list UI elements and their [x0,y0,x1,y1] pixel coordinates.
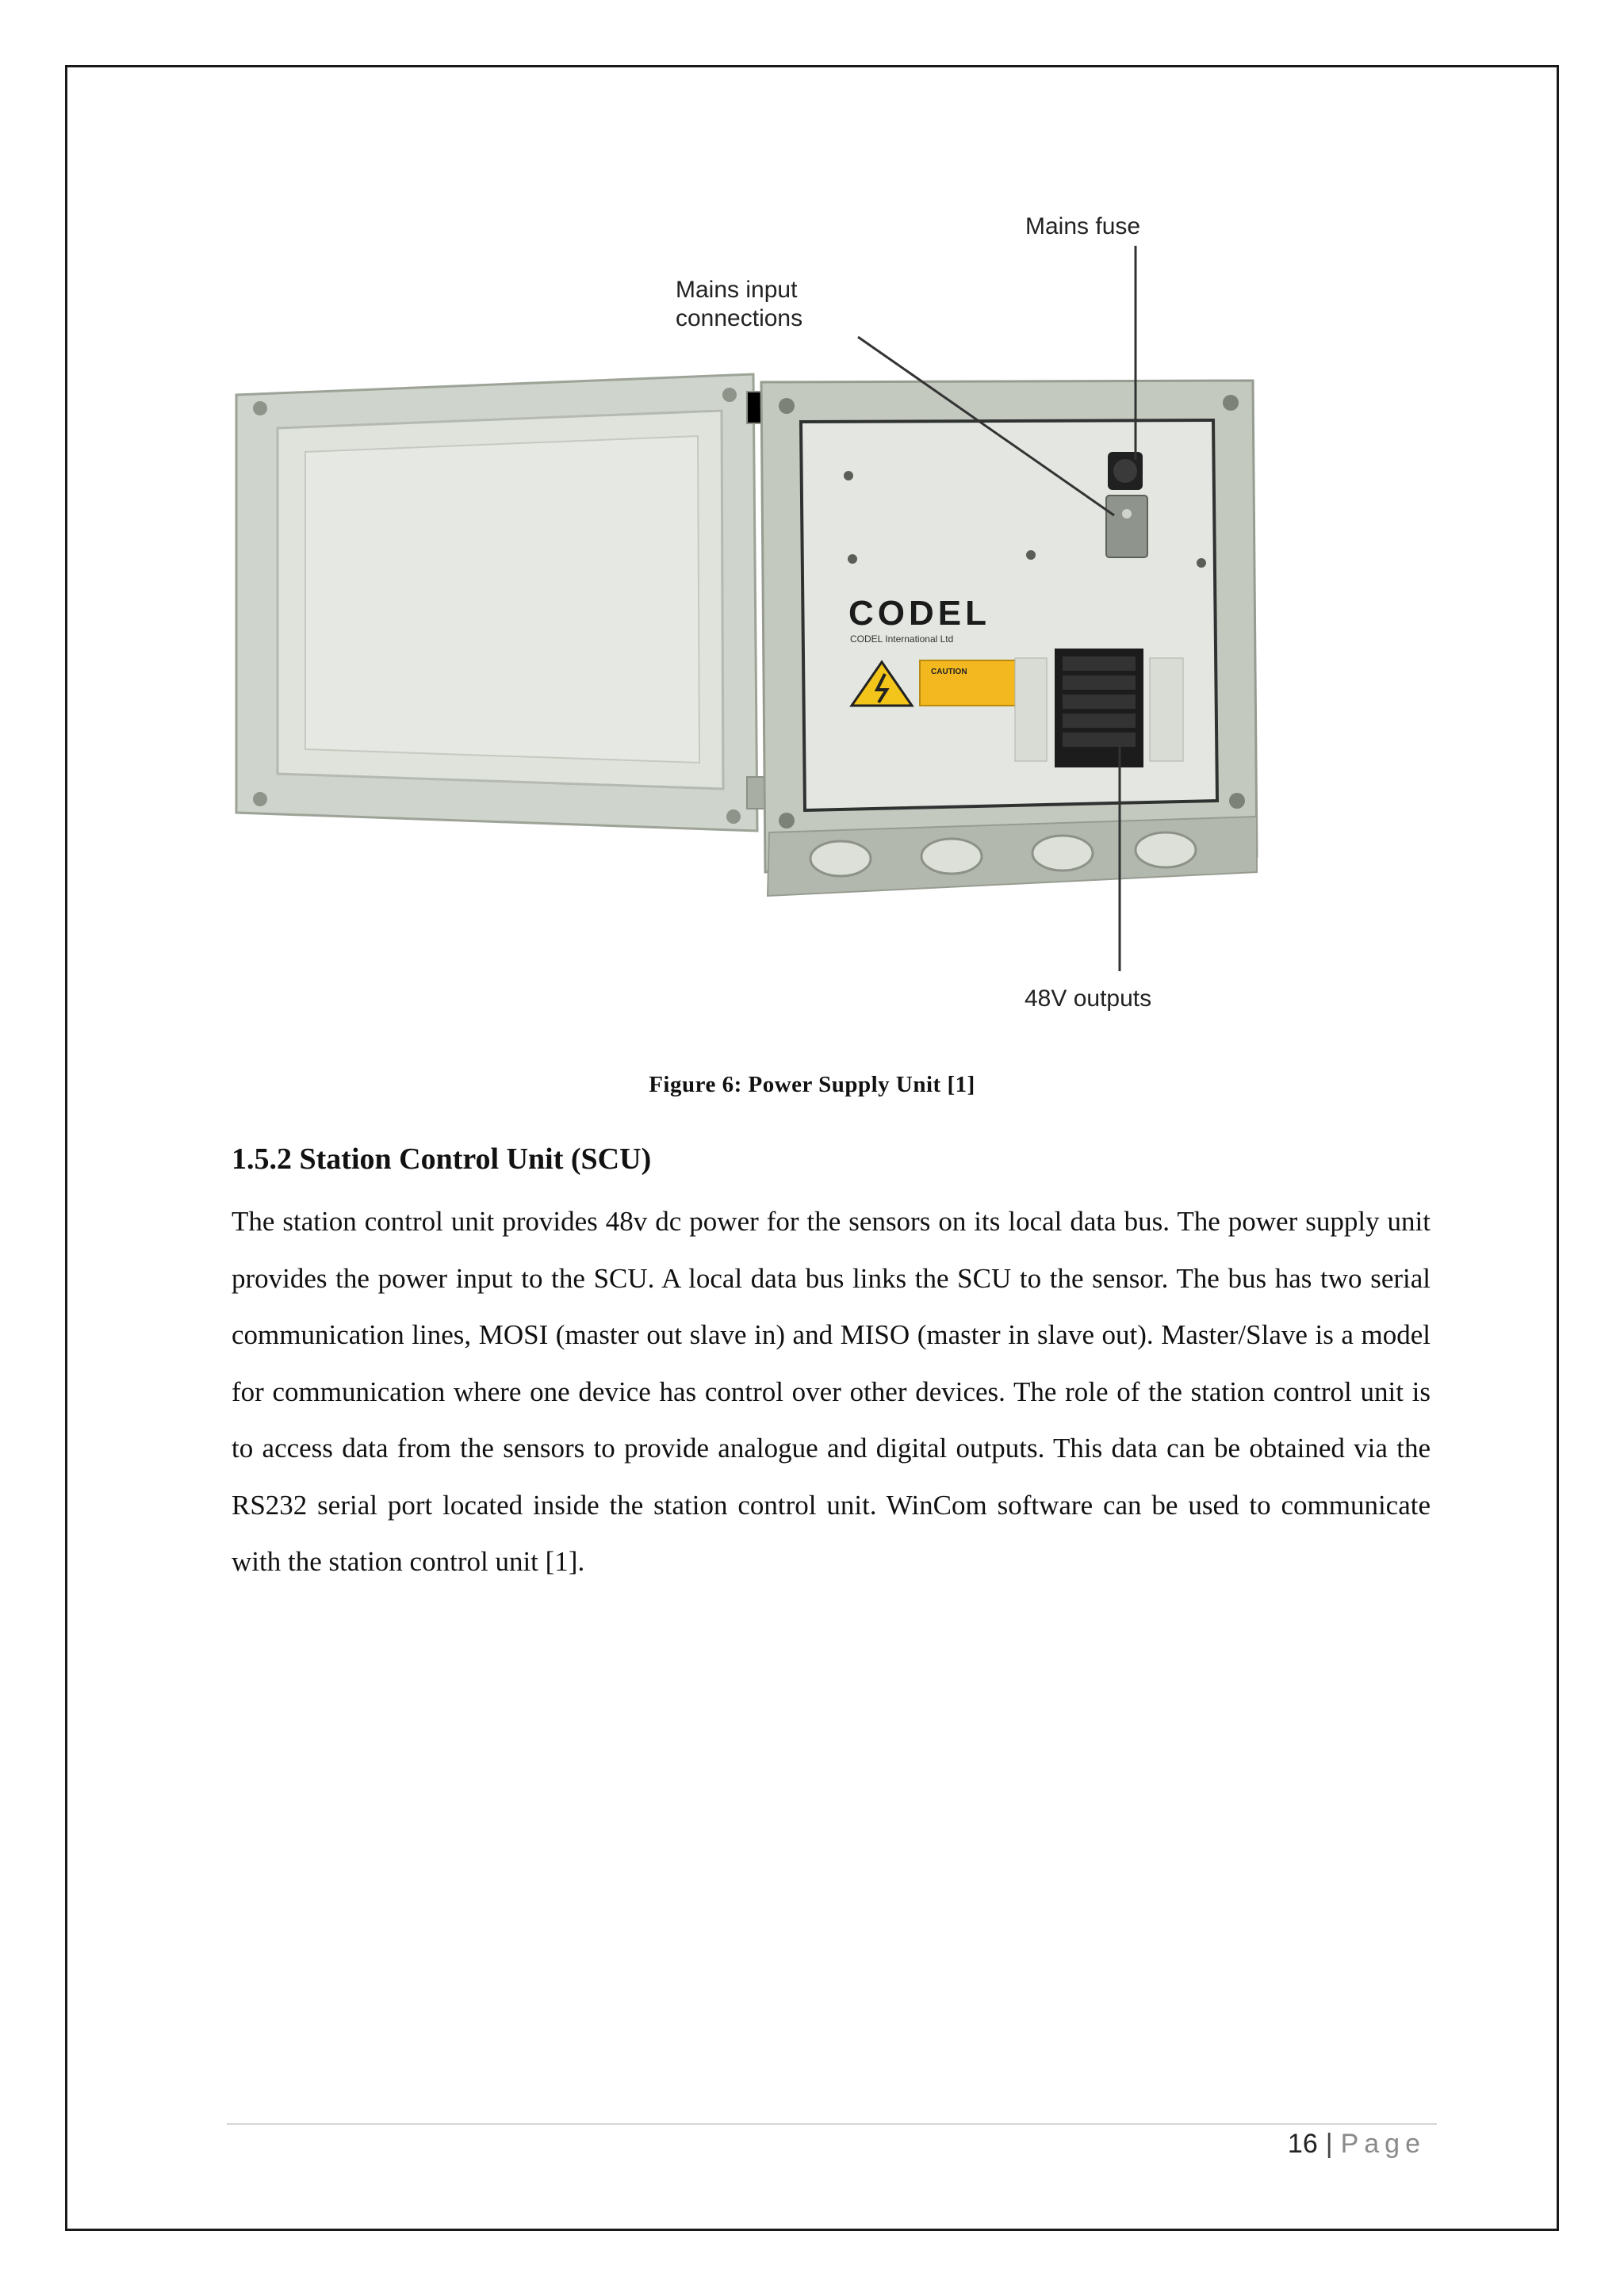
figure-caption: Figure 6: Power Supply Unit [1] [649,1072,975,1097]
device-subtitle-text: CODEL International Ltd [850,633,954,645]
page-footer [1288,2129,1426,2160]
caution-label-text: CAUTION [931,668,967,676]
section-paragraph: The station control unit provides 48v dc power for the sensors on its local data bus. The power supply unit provides the power input to the SCU. A local data bus links the SCU to the sensor. The bus has two serial communication lines, MOSI (master out slave in) and MISO (master in slave out). Master/Slave is a model for communication where one device has control over other devices. The role of the station control unit is to access data from the sensors to provide analogue and digital outputs. This data can be obtained via the RS232 serial port located inside the station control unit. WinCom software can be used to communicate with the station control unit [1]. [232,1206,1431,1577]
power-supply-photo [222,198,1300,1031]
page-label: Page [1340,2129,1426,2159]
section-heading: 1.5.2 Station Control Unit (SCU) [232,1142,652,1176]
page-number: 16 [1287,2129,1318,2159]
power-supply-figure [222,198,1300,1031]
page-separator: | [1325,2129,1333,2159]
mains-input-callout-line1: Mains input [676,277,798,303]
mains-fuse-callout: Mains fuse [1025,213,1141,239]
footer-divider [227,2123,1437,2125]
device-brand-text: CODEL [848,594,990,633]
outputs-callout: 48V outputs [1025,985,1152,1012]
mains-input-callout-line2: connections [676,305,803,331]
